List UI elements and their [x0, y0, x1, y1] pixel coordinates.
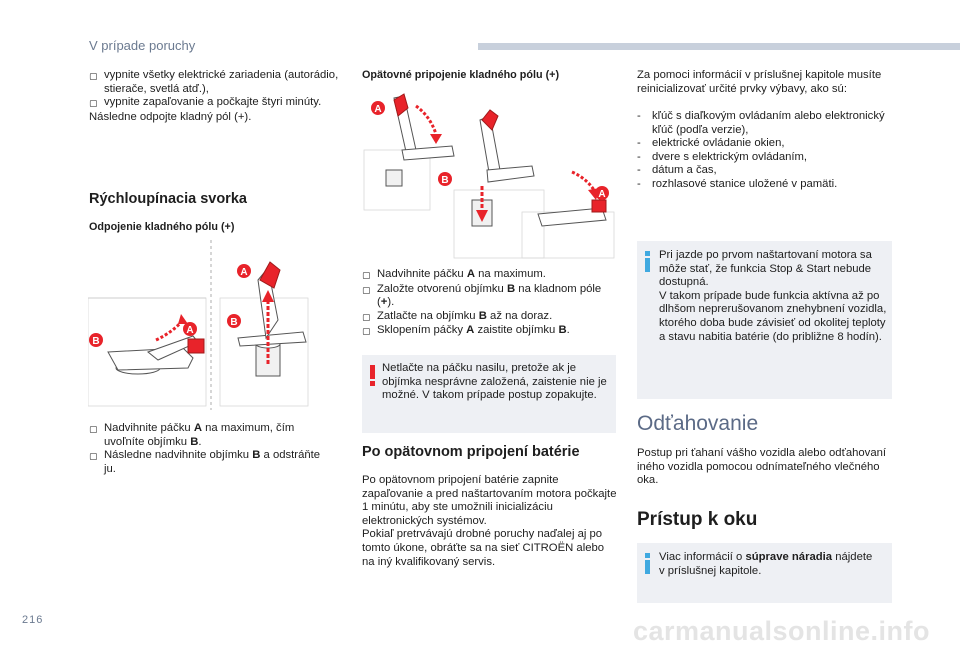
reconnect-illustration [362, 90, 616, 260]
svg-text:A: A [598, 189, 606, 200]
section-title-after-reconnect: Po opätovnom pripojení batérie [362, 444, 580, 460]
info-icon [645, 553, 650, 574]
subheading-reconnect: Opätovné pripojenie kladného pólu (+) [362, 69, 560, 81]
list-item: - kľúč s diaľkovým ovládaním alebo elektronický kľúč (podľa verzie), [637, 110, 885, 136]
intro-after: Následne odpojte kladný pól (+). [89, 110, 252, 123]
label-a-badge [183, 322, 197, 336]
list-item: - elektrické ovládanie okien, [637, 137, 785, 150]
info-box-stop-start: Pri jazde po prvom naštartovaní motora sa môže stať, že funkcia Stop & Start nebude dostupná. V takom prípade bude funkcia aktívna až po dlhšom neprerušovanom znehybnení vozidla, ktorého doba bude závisieť od okolitej teploty a stavu nabitia batérie (do približne 8 hodín). [637, 241, 892, 399]
towing-text: Postup pri ťahaní vášho vozidla alebo odťahovaní iného vozidla pomocou odnímateľného vlečného oka. [637, 447, 887, 487]
tools-title: Prístup k oku [637, 509, 758, 530]
label-b-badge [227, 314, 241, 328]
info-box-tools: Viac informácií o súprave náradia nájdete v príslušnej kapitole. [637, 543, 892, 603]
svg-text:B: B [441, 175, 449, 186]
svg-text:A: A [186, 325, 194, 336]
list-item: - dátum a čas, [637, 164, 717, 177]
towing-title: Odťahovanie [637, 412, 759, 435]
label-a-badge [237, 264, 251, 278]
disconnect-illustration [88, 240, 310, 410]
svg-text:B: B [230, 317, 238, 328]
label-b-badge [438, 172, 452, 186]
header-bar [478, 43, 960, 50]
svg-text:A: A [240, 267, 248, 278]
section-title-quick-clamp: Rýchloupínacia svorka [89, 191, 247, 207]
reinit-intro: Za pomoci informácií v príslušnej kapitole musíte reinicializovať určité prvky výbavy, ako sú: [637, 69, 882, 95]
info-icon [645, 251, 650, 272]
reconnect-steps [362, 268, 602, 339]
list-item: ▢ Nadvihnite páčku A na maximum. [362, 268, 546, 280]
disconnect-steps [89, 422, 329, 476]
list-item: ▢ Nadvihnite páčku A na maximum, čím uvoľníte objímku B. [89, 422, 295, 448]
subheading-disconnect: Odpojenie kladného pólu (+) [89, 221, 235, 233]
intro-block [89, 69, 347, 124]
list-item: ▢ Následne nadvihnite objímku B a odstráňte ju. [89, 449, 321, 475]
list-item: ▢ Sklopením páčky A zaistite objímku B. [362, 324, 570, 337]
warning-box: Netlačte na páčku nasilu, pretože ak je objímka nesprávne založená, zaistenie nie je možné. V takom prípade postup zopakujte. [362, 355, 616, 433]
section-header: V prípade poruchy [89, 38, 196, 53]
svg-text:B: B [92, 336, 100, 347]
reinit-list [637, 110, 892, 192]
label-b-badge [89, 333, 103, 347]
after-reconnect-paragraph: Po opätovnom pripojení batérie zapnite zapaľovanie a pred naštartovaním motora počkajte 1 minútu, aby ste umožnili inicializáciu elektronických systémov. Pokiaľ pretrvávajú drobné poruchy naďalej aj po tomto úkone, obráťte sa na sieť CITROËN alebo na iný kvalifikovaný servis. [362, 474, 617, 568]
list-item: ▢ Založte otvorenú objímku B na kladnom póle (+). [362, 282, 602, 309]
page-number: 216 [22, 614, 44, 626]
list-item: ▢ vypnite zapaľovanie a počkajte štyri minúty. [89, 96, 322, 109]
label-a-badge [371, 101, 385, 115]
list-item: ▢ vypnite všetky elektrické zariadenia (autorádio, stierače, svetlá atď.), [89, 69, 339, 95]
warning-icon [370, 365, 375, 386]
list-item: ▢ Zatlačte na objímku B až na doraz. [362, 309, 553, 322]
list-item: - dvere s elektrickým ovládaním, [637, 150, 808, 163]
watermark: carmanualsonline.info [632, 616, 930, 646]
list-item: - rozhlasové stanice uložené v pamäti. [637, 177, 838, 190]
svg-text:A: A [374, 104, 382, 115]
label-a-badge [595, 186, 609, 200]
